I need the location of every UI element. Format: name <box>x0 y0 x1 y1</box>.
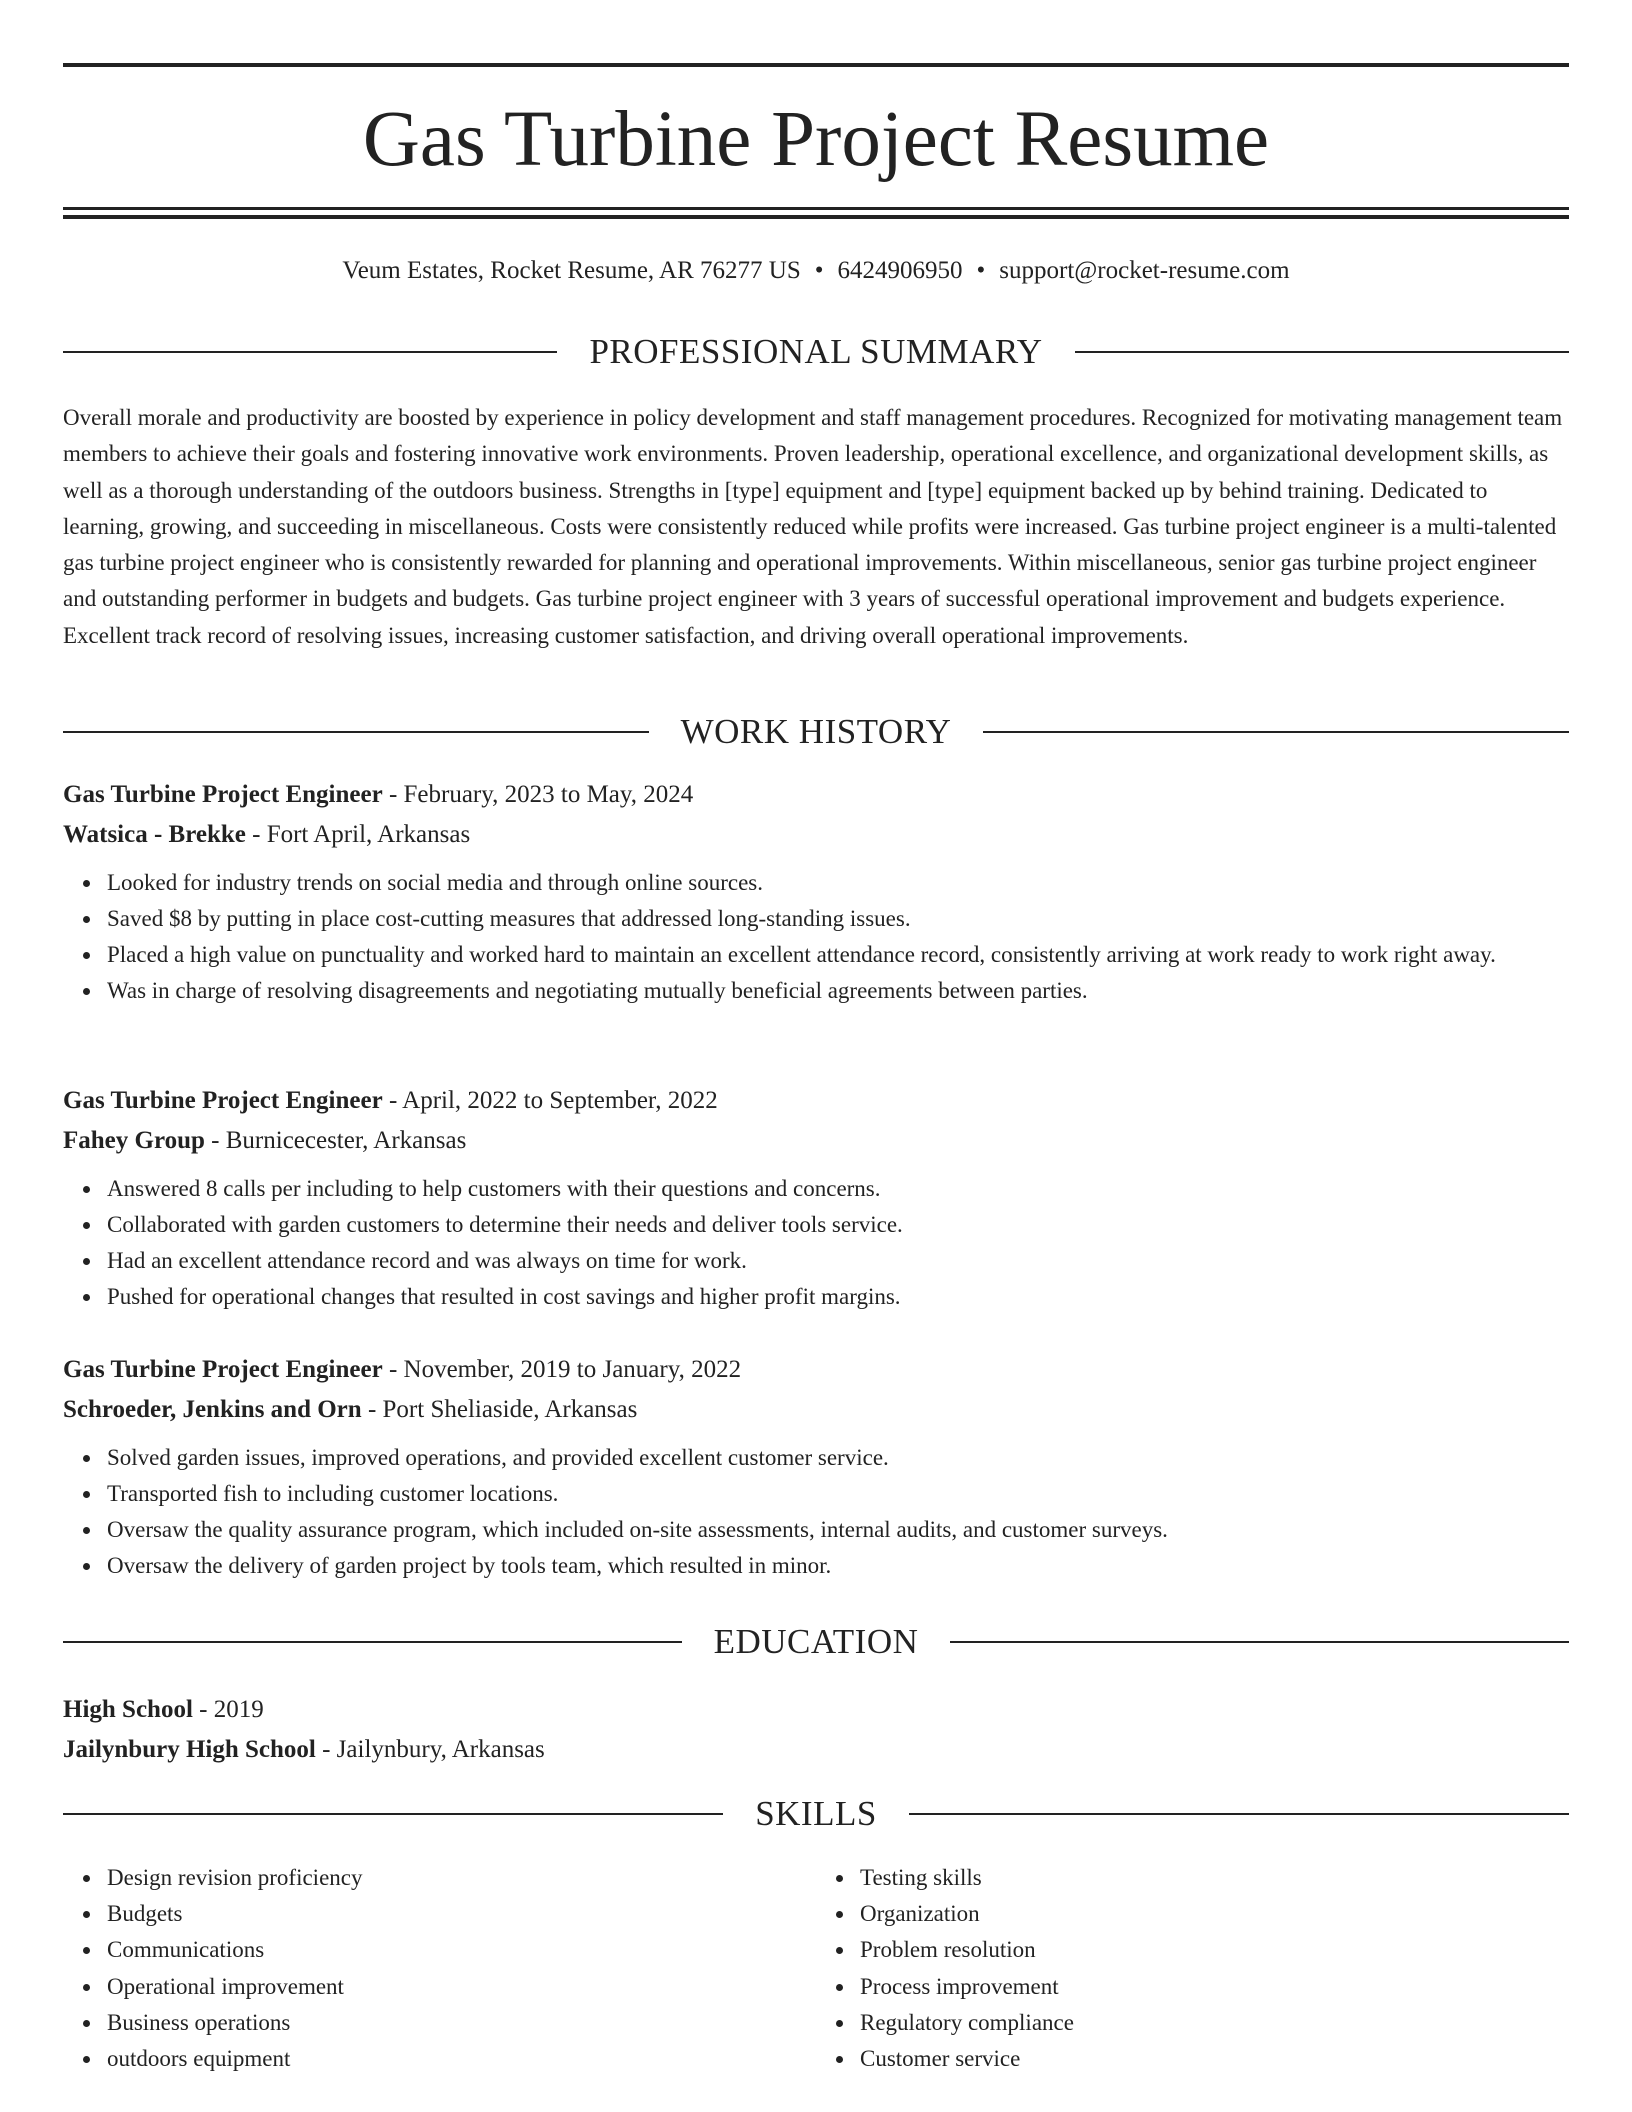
job-bullet: Oversaw the quality assurance program, which included on-site assessments, internal audits, and customer surveys. <box>107 1512 1569 1548</box>
job-bullets <box>63 1440 1569 1584</box>
education-school-line <box>63 1730 1569 1770</box>
section-rule-left <box>63 1641 682 1643</box>
job-entry <box>63 1081 1569 1315</box>
contact-line <box>63 254 1569 288</box>
skill-item: Business operations <box>107 2005 816 2041</box>
top-rule <box>63 63 1569 67</box>
job-bullet: Had an excellent attendance record and was always on time for work. <box>107 1243 1569 1279</box>
section-title: PROFESSIONAL SUMMARY <box>589 332 1043 371</box>
job-bullets <box>63 1171 1569 1315</box>
job-bullet: Looked for industry trends on social media and through online sources. <box>107 865 1569 901</box>
job-title: Gas Turbine Project Engineer <box>63 781 383 808</box>
job-entry <box>63 1350 1569 1584</box>
job-dates: - November, 2019 to January, 2022 <box>382 1356 742 1383</box>
job-bullets <box>63 865 1569 1009</box>
job-bullet: Saved $8 by putting in place cost-cutting measures that addressed long-standing issues. <box>107 901 1569 937</box>
section-rule-left <box>63 1813 723 1815</box>
job-bullet: Answered 8 calls per including to help customers with their questions and concerns. <box>107 1171 1569 1207</box>
skill-item: Problem resolution <box>860 1932 1569 1968</box>
contact-separator: • <box>976 257 986 284</box>
skills-column-left <box>63 1860 816 2077</box>
section-rule-right <box>950 1641 1569 1643</box>
section-rule-right <box>909 1813 1569 1815</box>
education-entry <box>63 1690 1569 1770</box>
skills-column-right <box>816 1860 1569 2077</box>
contact-separator: • <box>814 257 824 284</box>
section-title: SKILLS <box>755 1794 877 1833</box>
skill-item: Operational improvement <box>107 1969 816 2005</box>
job-location: - Port Sheliaside, Arkansas <box>361 1396 638 1423</box>
job-title-line <box>63 775 1569 815</box>
professional-summary-text: Overall morale and productivity are boosted by experience in policy development and staff management procedures. Recognized for motivating management team members to achieve their goals and fostering innovative work environments. Proven leadership, operational excellence, and organizational development skills, as well as a thorough understanding of the outdoors business. Strengths in [type] equipment and [type] equipment backed up by behind training. Dedicated to learning, growing, and succeeding in miscellaneous. Costs were consistently reduced while profits were increased. Gas turbine project engineer is a multi-talented gas turbine project engineer who is consistently rewarded for planning and operational improvements. Within miscellaneous, senior gas turbine project engineer and outstanding performer in budgets and budgets. Gas turbine project engineer with 3 years of successful operational improvement and budgets experience. Excellent track record of resolving issues, increasing customer satisfaction, and driving overall operational improvements. <box>63 405 1563 648</box>
skill-item: Customer service <box>860 2041 1569 2077</box>
resume-title: Gas Turbine Project Resume <box>362 96 1270 183</box>
education-degree: High School <box>63 1696 193 1723</box>
job-bullet: Collaborated with garden customers to determine their needs and deliver tools service. <box>107 1207 1569 1243</box>
skill-item: Regulatory compliance <box>860 2005 1569 2041</box>
contact-address: Veum Estates, Rocket Resume, AR 76277 US <box>342 257 801 284</box>
title-rule-upper <box>63 207 1569 210</box>
section-header-summary <box>63 330 1569 374</box>
education-school: Jailynbury High School <box>63 1736 316 1763</box>
skill-item: outdoors equipment <box>107 2041 816 2077</box>
education-degree-line <box>63 1690 1569 1730</box>
job-bullet: Transported fish to including customer locations. <box>107 1476 1569 1512</box>
skill-item: Organization <box>860 1896 1569 1932</box>
job-bullet: Oversaw the delivery of garden project by tools team, which resulted in minor. <box>107 1548 1569 1584</box>
job-company: Schroeder, Jenkins and Orn <box>63 1396 362 1423</box>
job-bullet: Pushed for operational changes that resulted in cost savings and higher profit margins. <box>107 1279 1569 1315</box>
job-entry <box>63 775 1569 1009</box>
job-dates: - February, 2023 to May, 2024 <box>382 781 694 808</box>
job-company: Fahey Group <box>63 1127 205 1154</box>
section-rule-left <box>63 731 649 733</box>
contact-phone: 6424906950 <box>837 257 963 284</box>
skill-item: Communications <box>107 1932 816 1968</box>
job-title: Gas Turbine Project Engineer <box>63 1356 383 1383</box>
skill-item: Process improvement <box>860 1969 1569 2005</box>
job-bullet: Placed a high value on punctuality and worked hard to maintain an excellent attendance record, consistently arriving at work ready to work right away. <box>107 937 1569 973</box>
section-rule-left <box>63 351 557 353</box>
job-bullet: Was in charge of resolving disagreements and negotiating mutually beneficial agreements between parties. <box>107 973 1569 1009</box>
job-title-line <box>63 1081 1569 1121</box>
section-title: EDUCATION <box>713 1622 919 1661</box>
job-company: Watsica - Brekke <box>63 821 246 848</box>
job-title-line <box>63 1350 1569 1390</box>
section-rule-right <box>983 731 1569 733</box>
section-header-education <box>63 1620 1569 1664</box>
education-location: - Jailynbury, Arkansas <box>315 1736 545 1763</box>
title-rule-lower <box>63 215 1569 219</box>
job-title: Gas Turbine Project Engineer <box>63 1087 383 1114</box>
job-company-line <box>63 815 1569 855</box>
section-rule-right <box>1075 351 1569 353</box>
job-bullet: Solved garden issues, improved operations, and provided excellent customer service. <box>107 1440 1569 1476</box>
section-header-work-history <box>63 710 1569 754</box>
contact-email: support@rocket-resume.com <box>999 257 1290 284</box>
job-location: - Burnicecester, Arkansas <box>204 1127 467 1154</box>
job-company-line <box>63 1121 1569 1161</box>
job-location: - Fort April, Arkansas <box>245 821 471 848</box>
job-company-line <box>63 1390 1569 1430</box>
skills-list <box>63 1860 1569 2077</box>
skill-item: Budgets <box>107 1896 816 1932</box>
skill-item: Design revision proficiency <box>107 1860 816 1896</box>
education-year: - 2019 <box>192 1696 264 1723</box>
section-title: WORK HISTORY <box>680 712 952 751</box>
section-header-skills <box>63 1792 1569 1836</box>
job-dates: - April, 2022 to September, 2022 <box>382 1087 718 1114</box>
skill-item: Testing skills <box>860 1860 1569 1896</box>
